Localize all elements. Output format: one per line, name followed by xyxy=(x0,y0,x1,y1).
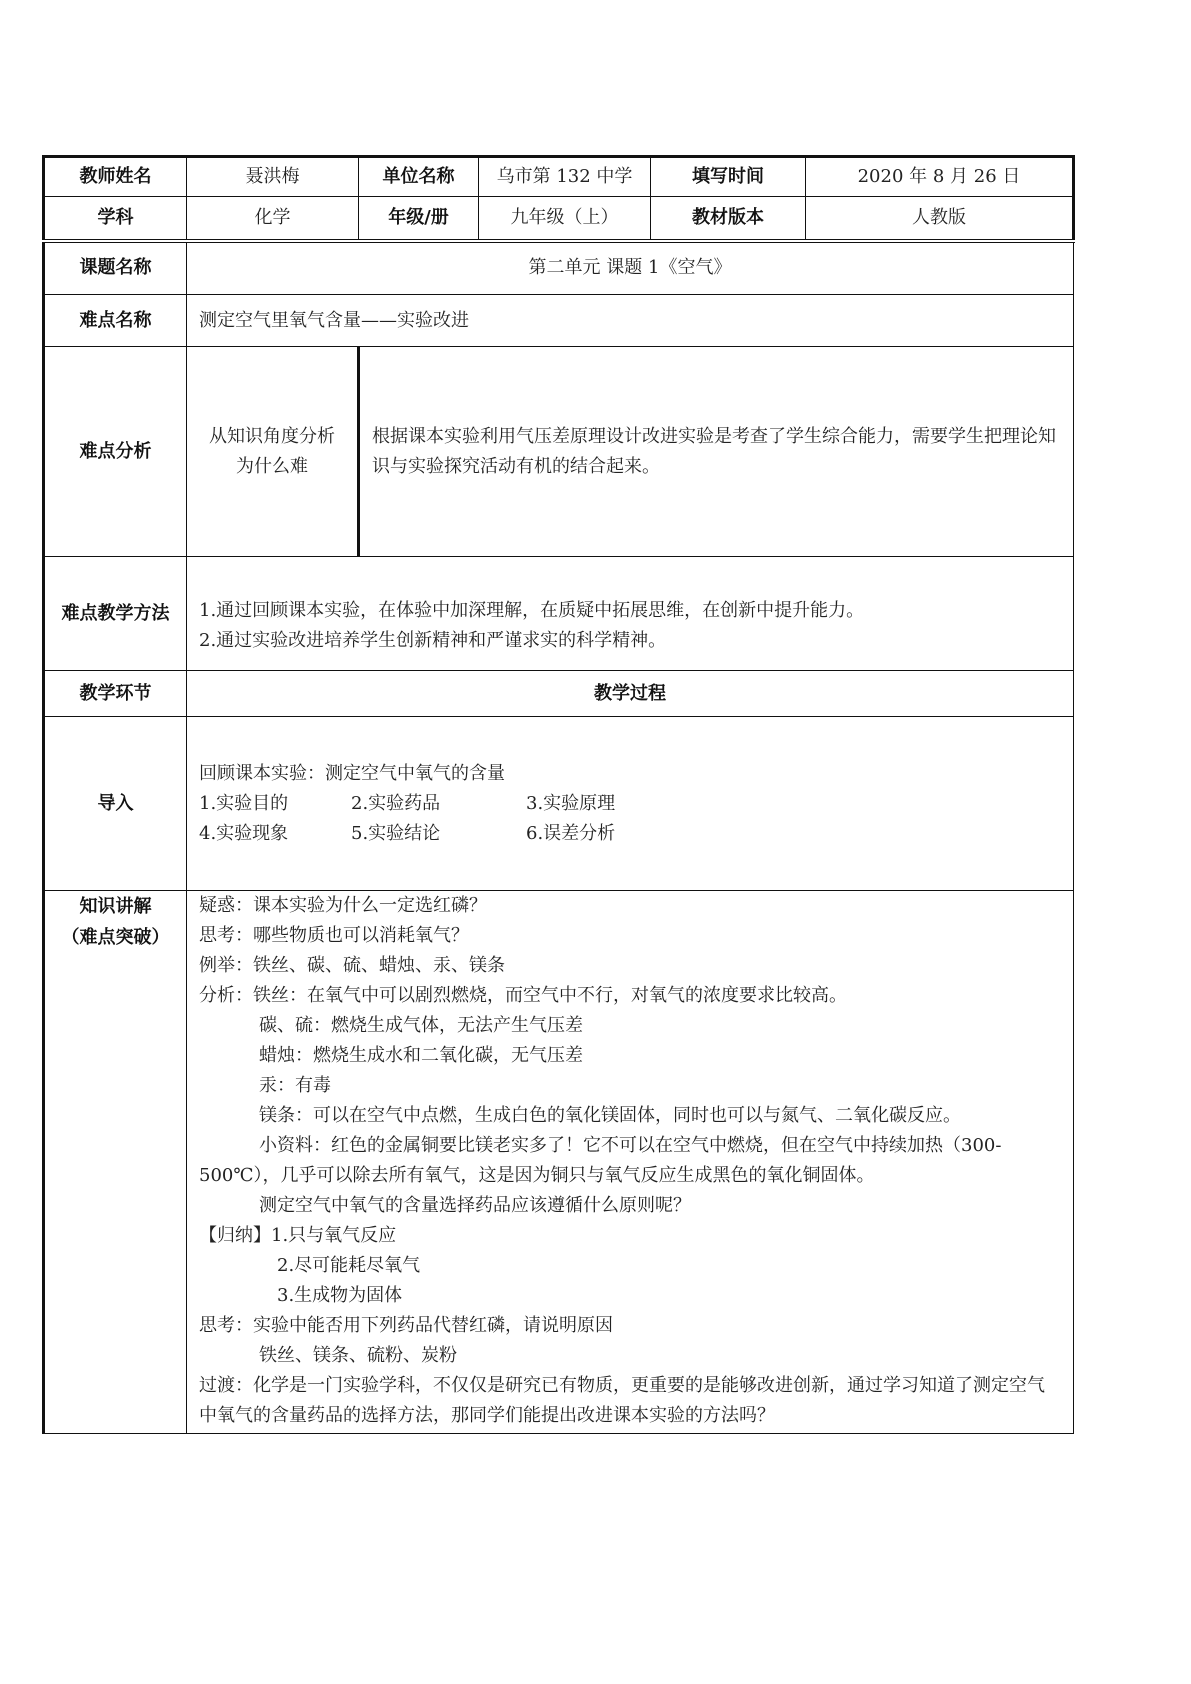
analysis-row xyxy=(44,347,1074,557)
analysis-text: 根据课本实验利用气压差原理设计改进实验是考查了学生综合能力，需要学生把理论知识与实验探究活动有机的结合起来。 xyxy=(372,425,1056,477)
topic-label: 课题名称 xyxy=(44,241,187,295)
intro-item: 3.实验原理 xyxy=(526,792,616,814)
method-value xyxy=(187,557,1074,671)
knowledge-line: 思考：哪些物质也可以消耗氧气？ xyxy=(199,925,469,946)
unit-name-label: 单位名称 xyxy=(359,157,479,197)
grade-label: 年级/册 xyxy=(359,197,479,241)
process-header: 教学过程 xyxy=(187,671,1074,717)
grade-value: 九年级（上） xyxy=(479,197,651,241)
fill-date-value: 2020 年 8 月 26 日 xyxy=(806,157,1074,197)
knowledge-line: 【归纳】1.只与氧气反应 xyxy=(199,1225,397,1246)
method-line-2: 2.通过实验改进培养学生创新精神和严谨求实的科学精神。 xyxy=(199,629,667,651)
difficulty-label: 难点名称 xyxy=(44,295,187,347)
intro-items-row-2 xyxy=(199,819,1061,849)
topic-row xyxy=(44,241,1074,295)
difficulty-value: 测定空气里氧气含量——实验改进 xyxy=(187,295,1074,347)
knowledge-line: 汞：有毒 xyxy=(259,1075,331,1096)
knowledge-label xyxy=(44,891,187,1434)
unit-name-value: 乌市第 132 中学 xyxy=(479,157,651,197)
knowledge-line: 测定空气中氧气的含量选择药品应该遵循什么原则呢？ xyxy=(259,1195,691,1216)
knowledge-line: 分析：铁丝：在氧气中可以剧烈燃烧，而空气中不行，对氧气的浓度要求比较高。 xyxy=(199,985,847,1006)
fill-date-label: 填写时间 xyxy=(651,157,806,197)
knowledge-line: 思考：实验中能否用下列药品代替红磷，请说明原因 xyxy=(199,1315,613,1336)
method-line-1: 1.通过回顾课本实验，在体验中加深理解，在质疑中拓展思维，在创新中提升能力。 xyxy=(199,599,865,621)
knowledge-line: 例举：铁丝、碳、硫、蜡烛、汞、镁条 xyxy=(199,955,505,976)
process-header-row xyxy=(44,671,1074,717)
intro-content xyxy=(187,717,1074,891)
difficulty-row xyxy=(44,295,1074,347)
header-row-1 xyxy=(44,157,1074,197)
knowledge-line: 疑惑：课本实验为什么一定选红磷？ xyxy=(199,895,487,916)
intro-item: 2.实验药品 xyxy=(351,792,441,814)
knowledge-line: 过渡：化学是一门实验学科，不仅仅是研究已有物质，更重要的是能够改进创新，通过学习知道了测定空气中氧气的含量药品的选择方法，那同学们能提出改进课本实验的方法吗？ xyxy=(199,1375,1045,1426)
knowledge-line: 小资料：红色的金属铜要比镁老实多了！它不可以在空气中燃烧，但在空气中持续加热（300-500℃），几乎可以除去所有氧气，这是因为铜只与氧气反应生成黑色的氧化铜固体。 xyxy=(199,1135,1002,1186)
knowledge-label-line1: 知识讲解 xyxy=(79,896,152,917)
intro-label: 导入 xyxy=(44,717,187,891)
teacher-name-value: 聂洪梅 xyxy=(187,157,359,197)
edition-label: 教材版本 xyxy=(651,197,806,241)
analysis-sub-label-line1: 从知识角度分析 xyxy=(209,425,335,447)
knowledge-label-line2: （难点突破） xyxy=(61,927,170,948)
knowledge-line: 2.尽可能耗尽氧气 xyxy=(277,1255,421,1276)
knowledge-line: 铁丝、镁条、硫粉、炭粉 xyxy=(259,1345,457,1366)
intro-item: 4.实验现象 xyxy=(199,822,289,844)
intro-title: 回顾课本实验：测定空气中氧气的含量 xyxy=(199,762,505,784)
knowledge-line: 蜡烛：燃烧生成水和二氧化碳，无气压差 xyxy=(259,1045,583,1066)
intro-row xyxy=(44,717,1074,891)
intro-item: 5.实验结论 xyxy=(351,822,441,844)
knowledge-line: 镁条：可以在空气中点燃，生成白色的氧化镁固体，同时也可以与氮气、二氧化碳反应。 xyxy=(259,1105,961,1126)
knowledge-content xyxy=(187,891,1074,1434)
subject-value: 化学 xyxy=(187,197,359,241)
subject-label: 学科 xyxy=(44,197,187,241)
knowledge-line: 3.生成物为固体 xyxy=(277,1285,403,1306)
intro-items-row-1 xyxy=(199,789,1061,819)
analysis-label: 难点分析 xyxy=(44,347,187,557)
knowledge-line: 碳、硫：燃烧生成气体，无法产生气压差 xyxy=(259,1015,583,1036)
intro-item: 6.误差分析 xyxy=(526,822,616,844)
analysis-sub-label-line2: 为什么难 xyxy=(236,455,308,477)
method-label: 难点教学方法 xyxy=(44,557,187,671)
analysis-value xyxy=(359,347,1074,557)
intro-item: 1.实验目的 xyxy=(199,792,289,814)
knowledge-row xyxy=(44,891,1074,1434)
topic-value: 第二单元 课题 1《空气》 xyxy=(187,241,1074,295)
stage-header: 教学环节 xyxy=(44,671,187,717)
lesson-plan-table xyxy=(42,155,1075,1434)
edition-value: 人教版 xyxy=(806,197,1074,241)
header-row-2 xyxy=(44,197,1074,241)
method-row xyxy=(44,557,1074,671)
analysis-sub-label xyxy=(187,347,359,557)
teacher-name-label: 教师姓名 xyxy=(44,157,187,197)
